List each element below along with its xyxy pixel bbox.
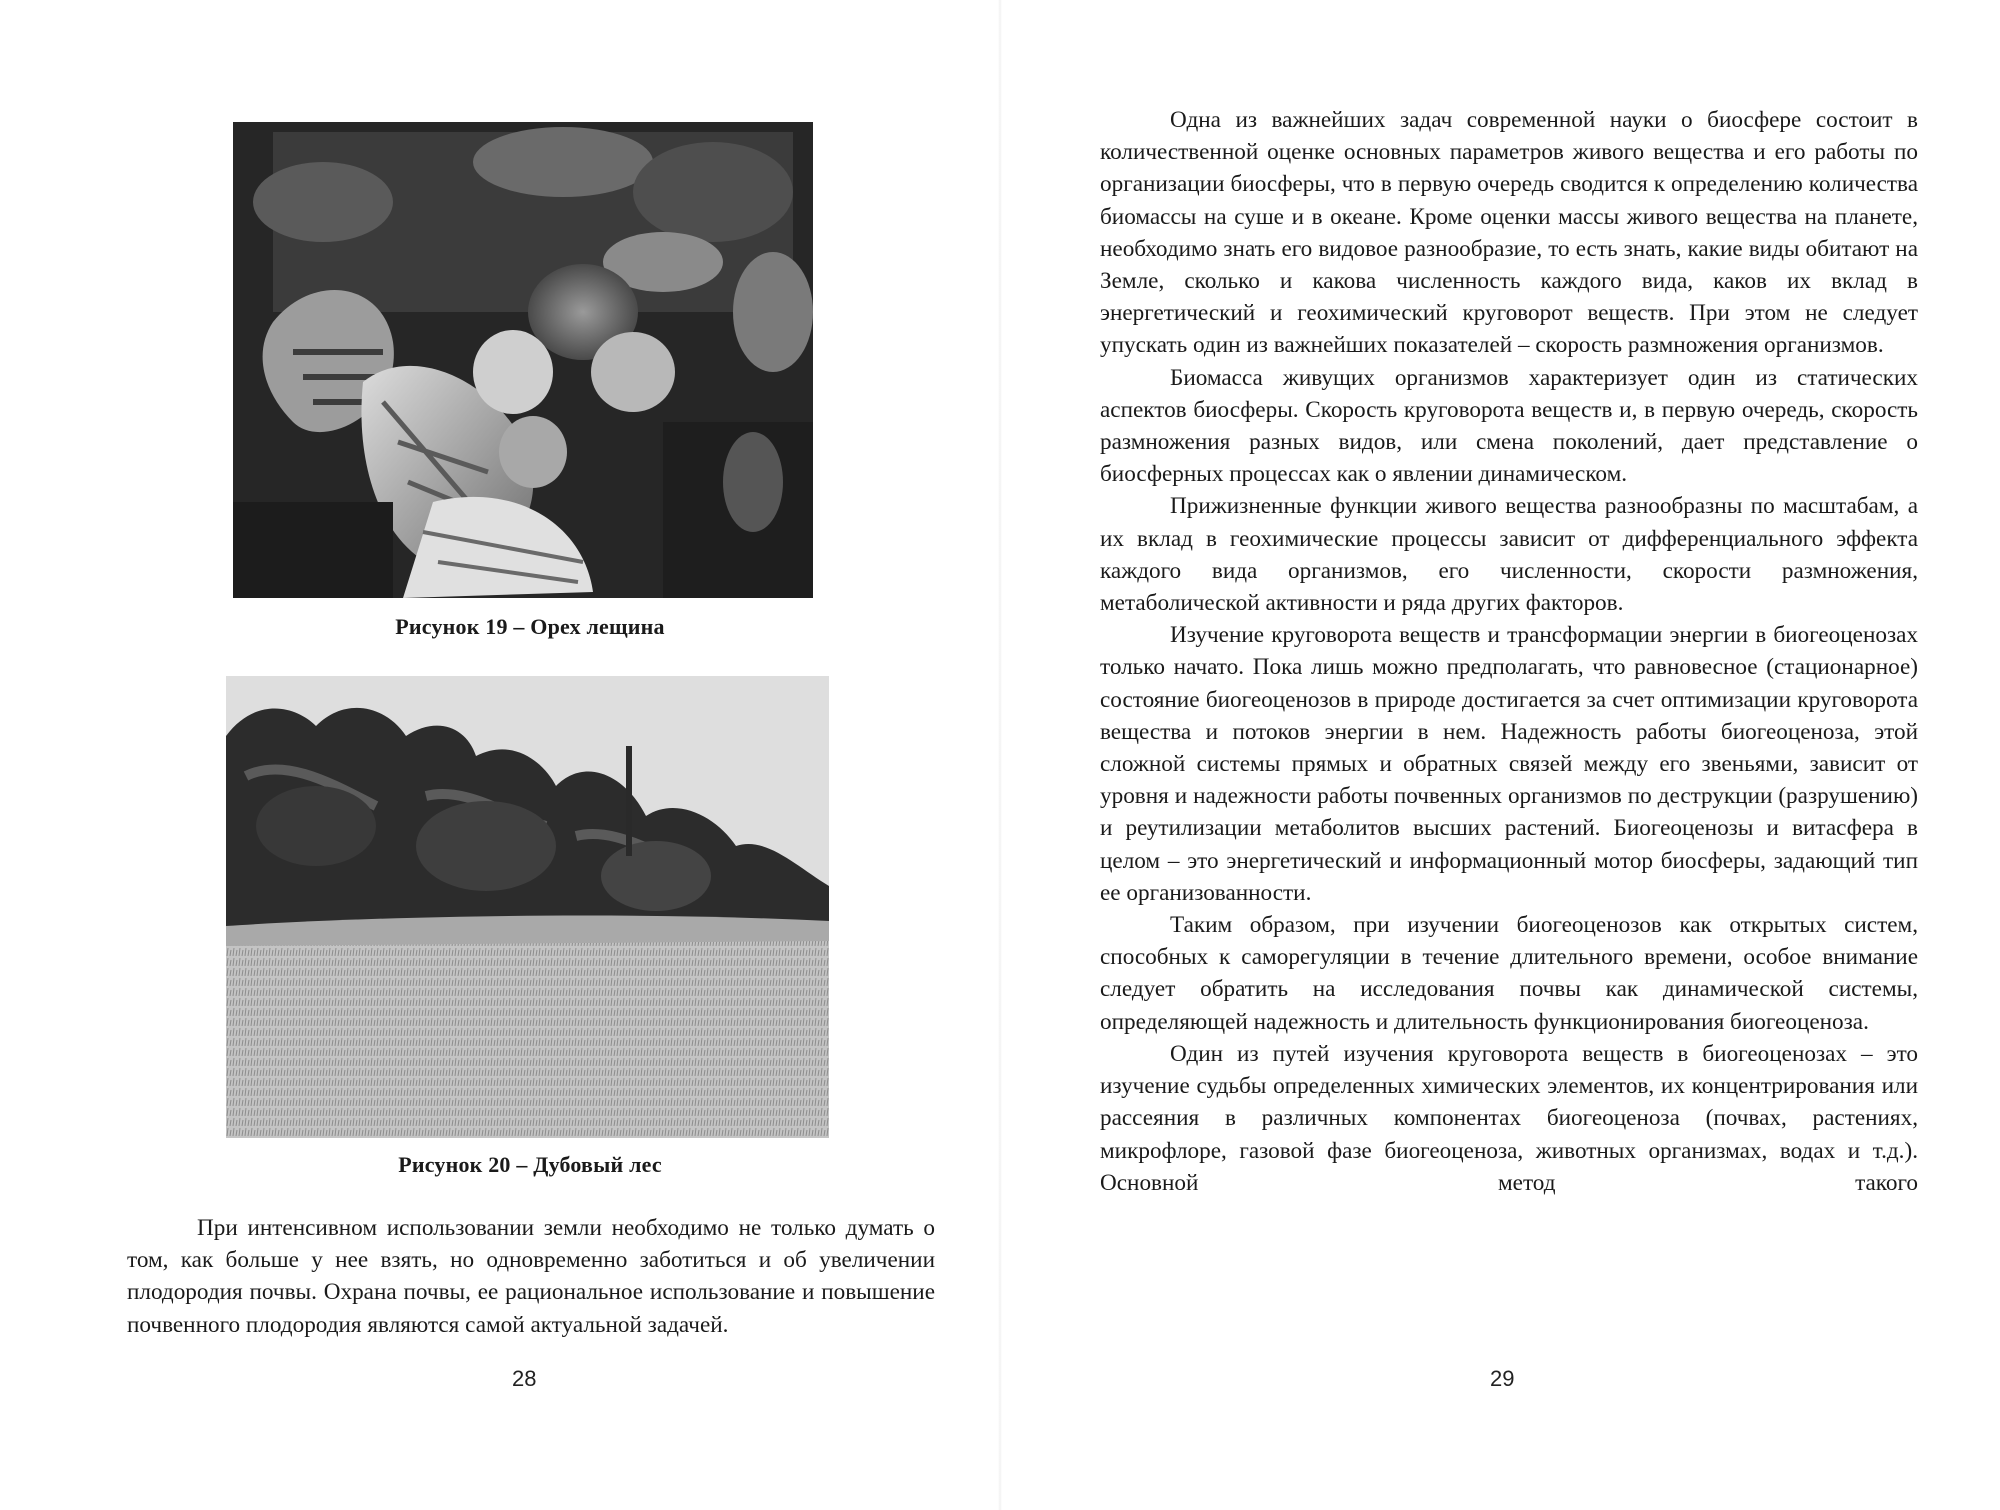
right-page [1000, 0, 2000, 1510]
paragraph: Один из путей изучения круговорота веществ в биогеоценозах – это изучение судьбы определенных химических элементов, их концентрирования или рассеяния в различных компонентах биогеоценоза (почвах, растениях, микрофлоре, газовой фазе биогеоценоза, животных организмах, водах и т.д.). Основной метод такого [1100, 1040, 1918, 1196]
page-number-right: 29 [1490, 1366, 1515, 1391]
oak-forest-photo-icon [226, 676, 829, 1138]
paragraph: Одна из важнейших задач современной науки о биосфере состоит в количественной оценке основных параметров живого вещества и его работы по организации биосферы, что в первую очередь сводится к определению количества биомассы на суше и в океане. Кроме оценки массы живого вещества на планете, необходимо знать его видовое разнообразие, то есть знать, какие виды обитают на Земле, сколько и какова численность каждого вида, каков их вклад в энергетический и геохимический круговорот веществ. При этом не следует упускать один из важнейших показателей – скорость размножения организмов. [1100, 107, 1918, 359]
hazelnut-photo-icon [233, 122, 813, 598]
figure-20-caption: Рисунок 20 – Дубовый лес [398, 1152, 662, 1177]
figure-19-image [233, 122, 813, 598]
figure-19-caption: Рисунок 19 – Орех лещина [395, 614, 665, 639]
paragraph: Биомасса живущих организмов характеризует один из статических аспектов биосферы. Скорость круговорота веществ и, в первую очередь, скорость размножения разных видов, или смена поколений, дает представление о биосферных процессах как о явлении динамическом. [1100, 364, 1918, 488]
right-page-text [1100, 104, 1918, 1199]
left-page-text [127, 1212, 935, 1341]
paragraph: Таким образом, при изучении биогеоценозов как открытых систем, способных к саморегуляции в течение длительного времени, особое внимание следует обратить на исследования почвы как динамической системы, определяющей надежность и длительность функционирования биогеоценоза. [1100, 912, 1918, 1035]
page-number-left: 28 [512, 1366, 537, 1391]
figure-20-image [226, 676, 829, 1138]
paragraph: Прижизненные функции живого вещества разнообразны по масштабам, а их вклад в геохимические процессы зависит от дифференциального эффекта каждого вида организмов, его численности, скорости размножения, метаболической активности и ряда других факторов. [1100, 493, 1918, 617]
paragraph: При интенсивном использовании земли необходимо не только думать о том, как больше у нее взять, но одновременно заботиться и об увеличении плодородия почвы. Охрана почвы, ее рациональное использование и повышение почвенного плодородия являются самой актуальной задачей. [127, 1215, 935, 1338]
paragraph: Изучение круговорота веществ и трансформации энергии в биогеоценозах только начато. Пока лишь можно предполагать, что равновесное (стационарное) состояние биогеоценозов в природе достигается за счет оптимизации круговорота вещества и потоков энергии в нем. Надежность работы биогеоценоза, этой сложной системы прямых и обратных связей между его звеньями, зависит от уровня и надежности работы почвенных организмов по деструкции (разрушению) и реутилизации метаболитов высших растений. Биогеоценозы и витасфера в целом – это энергетический и информационный мотор биосферы, задающий тип ее организованности. [1100, 622, 1918, 906]
